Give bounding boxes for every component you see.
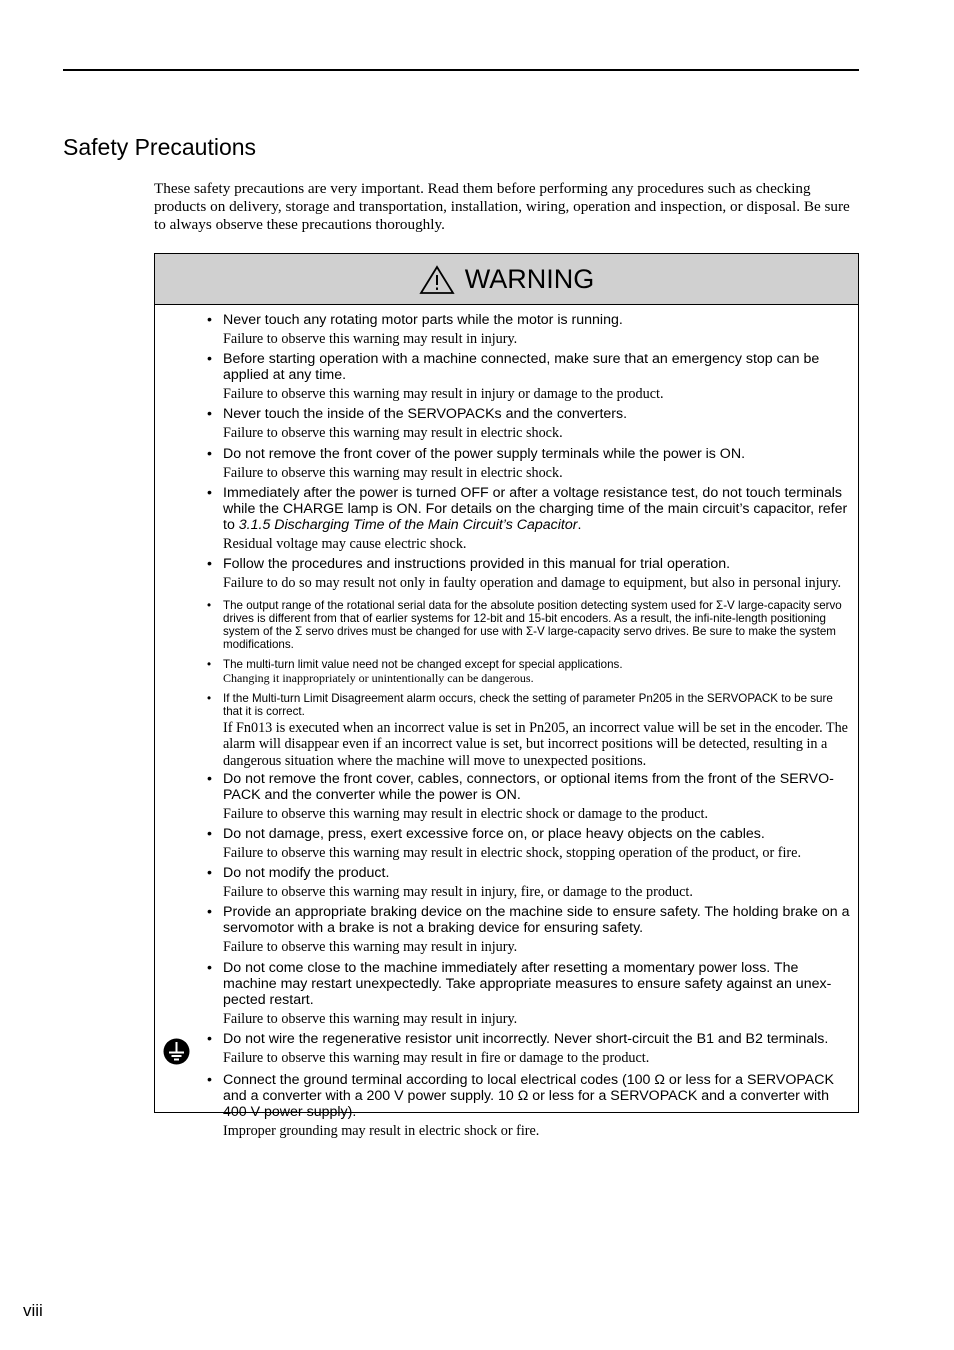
consequence-text: Residual voltage may cause electric shock. xyxy=(223,535,467,552)
bullet: • xyxy=(207,445,212,462)
list-item xyxy=(207,692,853,769)
bullet: • xyxy=(207,599,212,613)
bullet: • xyxy=(207,770,212,787)
consequence-text: Failure to observe this warning may result in electric shock, stopping operation of the product, or fire. xyxy=(223,845,801,862)
warning-text: Never touch any rotating motor parts while the motor is running. xyxy=(223,312,623,328)
warning-text: The output range of the rotational serial data for the absolute position detecting system used for Σ-V large-capacity servo drives is different from that of earlier systems for 12-bit and 15-bit encoders. As a result, the infi-nite-length positioning system of the Σ servo drives must be changed for use with Σ-V large-capacity servo drives. Be sure to make the system modifications. xyxy=(223,599,842,652)
list-item xyxy=(207,1072,853,1139)
list-item xyxy=(207,599,853,651)
warning-text-part: . xyxy=(577,516,582,533)
consequence-text: Failure to observe this warning may result in injury or damage to the product. xyxy=(223,386,664,403)
bullet: • xyxy=(207,692,212,706)
warning-text: Never touch the inside of the SERVOPACKs and the converters. xyxy=(223,406,628,423)
bullet: • xyxy=(207,351,212,368)
warning-text: Do not remove the front cover of the power supply terminals while the power is ON. xyxy=(223,445,746,462)
bullet: • xyxy=(207,904,212,921)
bullet: • xyxy=(207,1030,212,1047)
list-item xyxy=(207,312,853,347)
bullet: • xyxy=(207,959,212,976)
warning-text-part: Immediately after the power is turned OFF or after a voltage resistance test, do not touch terminals while the CHARGE lamp is ON. For details on the charging time of the main circuit’s capacitor, refer to xyxy=(223,484,848,533)
list-item xyxy=(207,406,853,441)
list-item xyxy=(207,446,853,481)
warning-triangle-icon xyxy=(419,265,455,295)
warning-text: Do not modify the product. xyxy=(223,865,390,882)
warning-text: If the Multi-turn Limit Disagreement alarm occurs, check the setting of parameter Pn205 in the SERVOPACK to be sure that it is correct. xyxy=(223,692,833,719)
list-item xyxy=(207,826,853,861)
bullet: • xyxy=(207,865,212,882)
consequence-text: Failure to observe this warning may result in fire or damage to the product. xyxy=(223,1049,650,1066)
consequence-text: Failure to observe this warning may result in injury. xyxy=(223,939,518,956)
bullet: • xyxy=(207,556,212,573)
bullet: • xyxy=(207,658,212,672)
warning-list xyxy=(207,312,853,1139)
consequence-text: Failure to observe this warning may result in injury, fire, or damage to the product. xyxy=(223,884,693,901)
bullet: • xyxy=(207,484,212,501)
bullet: • xyxy=(207,1072,212,1089)
intro-paragraph: These safety precautions are very important. Read them before performing any procedures such as checking products on delivery, storage and transportation, installation, wiring, operation and inspection, or disposal. Be sure to always observe these precautions thoroughly. xyxy=(154,180,850,233)
page-number: viii xyxy=(23,1301,43,1320)
consequence-text: Failure to observe this warning may result in injury. xyxy=(223,1010,518,1027)
bullet: • xyxy=(207,826,212,843)
warning-text: Follow the procedures and instructions provided in this manual for trial operation. xyxy=(223,556,731,573)
list-item xyxy=(207,904,853,955)
consequence-text: Failure to do so may result not only in faulty operation and damage to equipment, but also in personal injury. xyxy=(223,575,842,592)
warning-text xyxy=(223,485,853,533)
list-item xyxy=(207,658,853,685)
consequence-text: Failure to observe this warning may result in injury. xyxy=(223,331,518,347)
warning-text: Do not come close to the machine immediately after resetting a momentary power loss. The machine may restart unexpectedly. Take appropriate measures to ensure safety against an unex-pected restart. xyxy=(223,959,832,1008)
list-item xyxy=(207,865,853,900)
consequence-text: Failure to observe this warning may result in electric shock or damage to the product. xyxy=(223,805,708,822)
warning-text: Before starting operation with a machine connected, make sure that an emergency stop can be applied at any time. xyxy=(223,351,820,384)
consequence-text: Failure to observe this warning may result in electric shock. xyxy=(223,464,563,481)
warning-text: Provide an appropriate braking device on the machine side to ensure safety. The holding brake on a servomotor with a brake is not a braking device for ensuring safety. xyxy=(223,904,850,937)
warning-text: Do not damage, press, exert excessive force on, or place heavy objects on the cables. xyxy=(223,826,765,843)
list-item xyxy=(207,771,853,822)
list-item xyxy=(207,960,853,1027)
warning-box xyxy=(154,253,859,1140)
consequence-text: If Fn013 is executed when an incorrect value is set in Pn205, an incorrect value will be set in the encoder. The alarm will disappear even if an incorrect value is set, but incorrect positions will be detected, resulting in a dangerous situation where the machine will move to unexpected positions. xyxy=(223,720,848,769)
warning-header xyxy=(155,254,858,305)
list-item xyxy=(207,351,853,402)
warning-text: Do not remove the front cover, cables, connectors, or optional items from the front of the SERVO-PACK and the converter while the power is ON. xyxy=(223,770,834,803)
warning-text: The multi-turn limit value need not be changed except for special applications. xyxy=(223,658,623,672)
consequence-text: Improper grounding may result in electric shock or fire. xyxy=(223,1123,540,1140)
top-rule xyxy=(63,69,859,71)
consequence-text: Failure to observe this warning may result in electric shock. xyxy=(223,425,563,442)
warning-title: WARNING xyxy=(464,264,595,294)
page-title: Safety Precautions xyxy=(63,134,257,160)
bullet: • xyxy=(207,312,212,328)
bullet: • xyxy=(207,406,212,423)
list-item xyxy=(207,556,853,591)
list-item xyxy=(207,1031,853,1066)
ground-icon xyxy=(163,1038,190,1065)
consequence-text: Changing it inappropriately or unintentionally can be dangerous. xyxy=(223,671,534,686)
section-reference: 3.1.5 Discharging Time of the Main Circuit’s Capacitor xyxy=(238,516,578,533)
warning-text: Do not wire the regenerative resistor unit incorrectly. Never short-circuit the B1 and B2 terminals. xyxy=(223,1030,829,1047)
warning-text: Connect the ground terminal according to local electrical codes (100 Ω or less for a SERVOPACK and a converter with a 200 V power supply. 10 Ω or less for a SERVOPACK and a converter with 400 V power supply). xyxy=(223,1072,834,1121)
list-item xyxy=(207,485,853,552)
